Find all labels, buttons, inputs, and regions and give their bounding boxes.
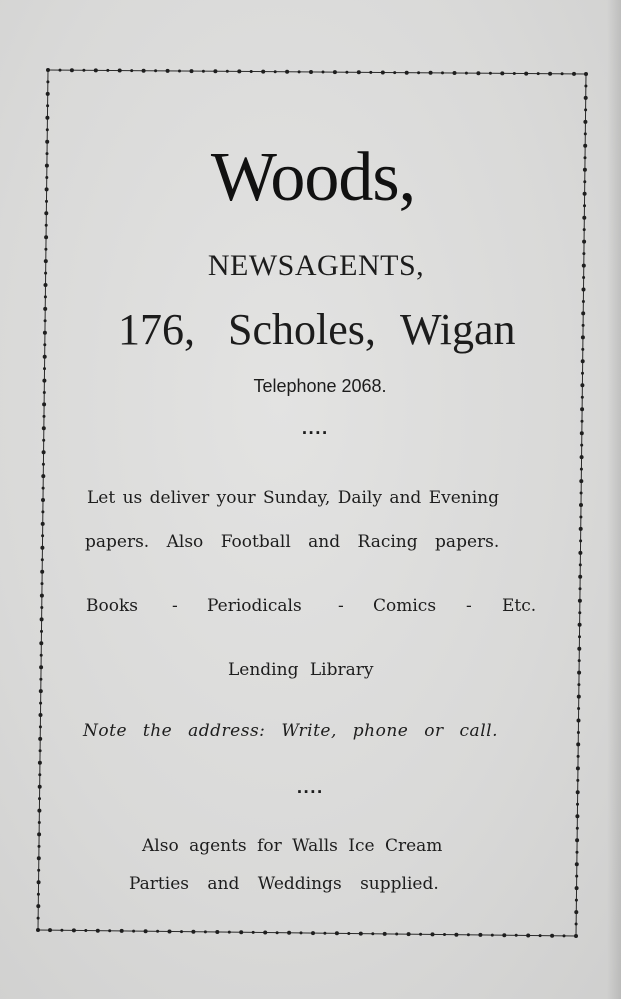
address-note: Note the address: Write, phone or call. [83,721,498,741]
telephone-number: Telephone 2068. [253,376,387,396]
delivery-line-1: Let us deliver your Sunday, Daily and Evening [87,488,500,508]
delivery-line-2: papers. Also Football and Racing papers. [85,532,500,552]
separator-dots-2: .... [296,779,324,797]
product-books: Books [86,596,138,616]
agents-line: Also agents for Walls Ice Cream [142,836,443,856]
shop-name-heading: Woods, [210,139,416,216]
parties-line: Parties and Weddings supplied. [129,874,439,894]
lending-library: Lending Library [228,660,374,680]
trade-subtitle: NEWSAGENTS, [207,249,425,282]
product-dash-2: - [338,596,344,616]
product-dash-1: - [172,596,178,616]
product-comics: Comics [373,596,437,616]
address-street: Scholes, [228,305,376,354]
address-town: Wigan [400,305,516,354]
product-periodicals: Periodicals [207,596,302,616]
product-etc: Etc. [502,596,537,616]
separator-dots-1: .... [301,420,329,438]
product-dash-3: - [466,596,472,616]
address-number: 176, [118,305,195,354]
